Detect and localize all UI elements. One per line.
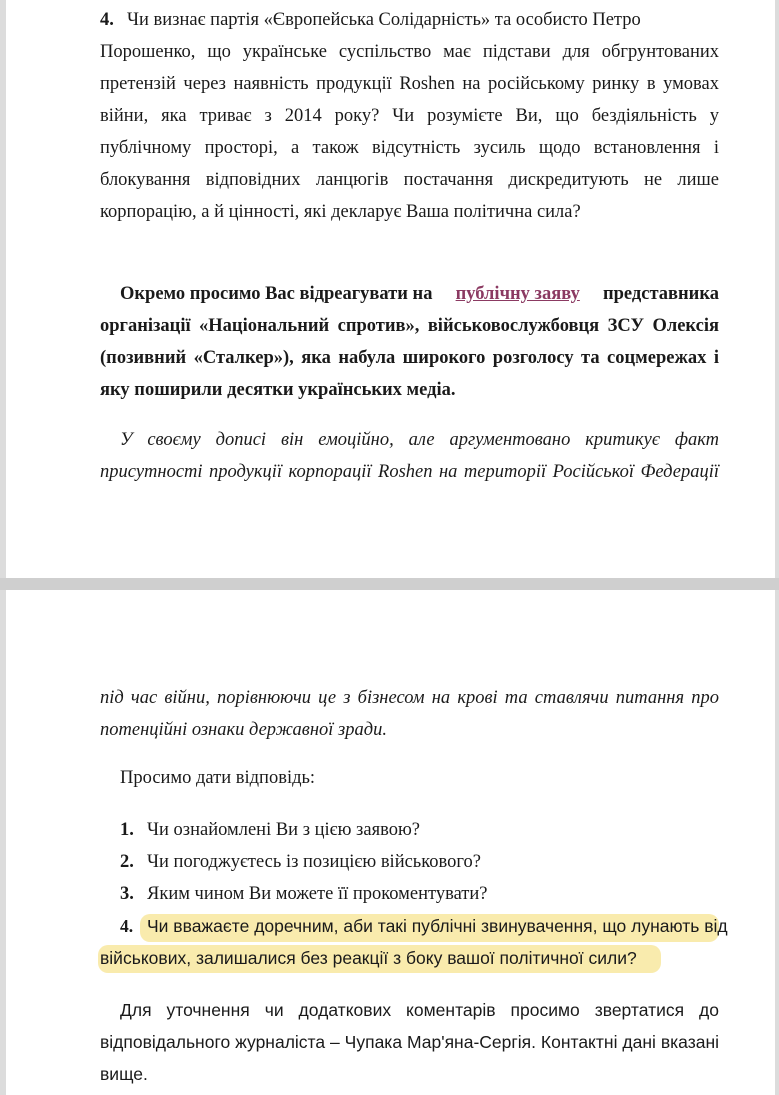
item4-line-5: публічному просторі, а також відсутність зусиль щодо встановлення і: [100, 138, 719, 158]
item4-line-7: корпорацію, а й цінності, які декларує Ваша політична сила?: [100, 202, 581, 222]
item4-line-1: 4. Чи визнає партія «Європейська Солідарність» та особисто Петро: [100, 10, 641, 30]
question-4: 4. Чи вважаєте доречним, аби такі публічні звинувачення, що лунають від: [120, 916, 728, 936]
question-3: 3. Яким чином Ви можете її прокоментувати?: [120, 884, 488, 904]
request-text-after: представника: [602, 284, 719, 304]
item4-line-4: війни, яка триває з 2014 року? Чи розумієте Ви, що бездіяльність у: [100, 106, 719, 126]
question-2: 2. Чи погоджуєтесь із позицією військового?: [120, 852, 481, 872]
contact-line-3: вище.: [100, 1064, 148, 1084]
request-line-1: [120, 278, 719, 310]
public-statement-link[interactable]: публічну заяву: [455, 284, 580, 304]
request-line-3: (позивний «Сталкер»), яка набула широкого розголосу та соцмережах і: [100, 348, 719, 368]
quote-line-1: У своєму дописі він емоційно, але аргументовано критикує факт: [120, 430, 719, 450]
item4-line-6: блокування відповідних ланцюгів постачання дискредитують не лише: [100, 170, 719, 190]
question-1: 1. Чи ознайомлені Ви з цією заявою?: [120, 820, 420, 840]
page-separator: [0, 578, 779, 590]
question-4-line-2: військових, залишалися без реакції з боку вашої політичної сили?: [100, 948, 637, 968]
contact-line-1: Для уточнення чи додаткових коментарів просимо звертатися до: [120, 1000, 719, 1020]
item4-line-2: Порошенко, що українське суспільство має підстави для обгрунтованих: [100, 42, 719, 62]
quote-cont-line-1: під час війни, порівнюючи це з бізнесом на крові та ставлячи питання про: [100, 688, 719, 708]
request-answer-heading: Просимо дати відповідь:: [120, 768, 316, 788]
request-text: Окремо просимо Вас відреагувати на: [120, 284, 433, 304]
item4-line-3: претензій через наявність продукції Roshen на російському ринку в умовах: [100, 74, 719, 94]
request-line-2: організації «Національний спротив», військовослужбовця ЗСУ Олексія: [100, 316, 719, 336]
contact-line-2: відповідального журналіста – Чупака Мар'яна-Сергія. Контактні дані вказані: [100, 1032, 719, 1052]
quote-cont-line-2: потенційні ознаки державної зради.: [100, 720, 387, 740]
quote-line-2: присутності продукції корпорації Roshen на території Російської Федерації: [100, 462, 719, 482]
request-line-4: яку поширили десятки українських медіа.: [100, 380, 456, 400]
